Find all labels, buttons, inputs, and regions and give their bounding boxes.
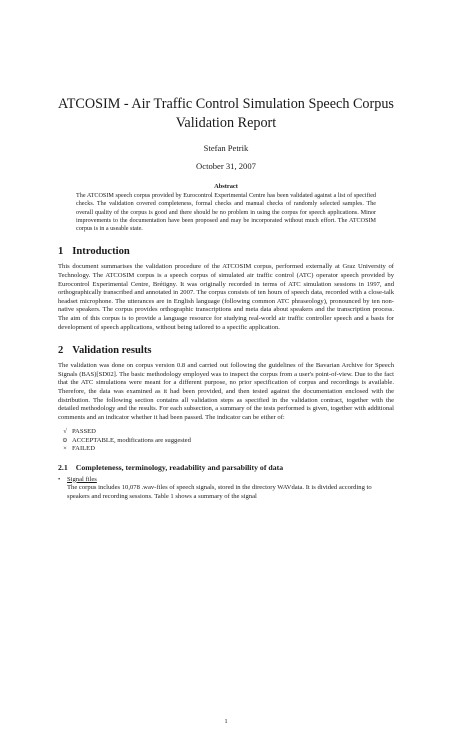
subsection-number: 2.1 — [58, 462, 68, 472]
introduction-paragraph: This document summarises the validation procedure of the ATCOSIM corpus, performed externally at Graz University of Technology. The ATCOSIM corpus is a speech corpus of simulated air traffic control (ATC) operator speech provided by Eurocontrol Experimental Centre, Brétigny. It was originally recorded in terms of ATC simulation sessions in 1997, and orthographically transcribed and annotated in 2007. The corpus consists of ten hours of speech data, recorded with a close-talk headset microphone. The utterances are in English language (following common ATC phraseology), pronounced by ten non-native speakers. The corpus provides orthographic transcriptions and meta data about speakers and the transcription process. The aim of this corpus is to provide a language resource for studying real-world air traffic controller speech and a basis for development of speech applications, without being tailored to a specific application. — [58, 263, 394, 331]
abstract-heading: Abstract — [214, 183, 238, 190]
page-number: 1 — [224, 718, 228, 725]
bullet-title: Signal files — [67, 475, 97, 483]
section-title: Validation results — [72, 345, 152, 357]
circled-dot-icon: ⊙ — [62, 436, 68, 444]
indicator-label: PASSED — [72, 428, 96, 436]
section-title: Introduction — [72, 246, 130, 258]
list-item — [58, 428, 394, 436]
date: October 31, 2007 — [196, 161, 256, 171]
list-item — [58, 445, 394, 453]
subsection-heading — [58, 463, 394, 472]
abstract-text: The ATCOSIM speech corpus provided by Eurocontrol Experimental Centre has been validated against a list of specified checks. The validation covered completeness, formal checks and manual checks of randomly selected samples. The overall quality of the corpus is good and there should be no problem in using the corpus for speech applications. Minor improvements to the documentation have been proposed and may be incorporated without much effort. The ATCOSIM corpus is in a useable state. — [76, 193, 376, 233]
bullet-item — [58, 476, 394, 502]
checkmark-icon: √ — [63, 428, 67, 436]
document-page — [0, 95, 452, 735]
bullet-icon: • — [58, 475, 61, 483]
section-number: 1 — [58, 246, 64, 258]
validation-paragraph: The validation was done on corpus version 0.8 and carried out following the guidelines of the Bavarian Archive for Speech Signals (BAS)[SD02]. The basic methodology employed was to inspect the corpus from a user's point-of-view. Due to the fact that the ATC simulations were meant for a different purpose, no prior specification of corpus and recordings is available. Therefore, the data was examined as it had been provided, and then tested against the documentation enclosed with the distribution. The following section contains all validation steps as specified in the validation contract, together with the detailed methodology and the results. For each subsection, a summary of the tests performed is given, together with additional comments and an indicator whether it had been passed. The indicator can be either of: — [58, 362, 394, 421]
page-title: ATCOSIM - Air Traffic Control Simulation Speech Corpus Validation Report — [58, 96, 394, 131]
indicator-list — [58, 428, 394, 453]
indicator-label: FAILED — [72, 445, 95, 453]
indicator-label: ACCEPTABLE, modifications are suggested — [72, 436, 191, 444]
list-item — [58, 437, 394, 445]
bullet-text: The corpus includes 10,078 .wav-files of speech signals, stored in the directory WAVdata. It is divided according to speakers and recording sessions. Table 1 shows a summary of the signal — [67, 484, 372, 500]
subsection-title: Completeness, terminology, readability and parsability of data — [75, 462, 284, 472]
section-heading-introduction — [58, 246, 394, 257]
section-heading-validation-results — [58, 345, 394, 356]
section-number: 2 — [58, 345, 64, 357]
author: Stefan Petrik — [203, 143, 249, 153]
cross-icon: × — [63, 445, 67, 453]
bullet-content — [67, 476, 394, 502]
